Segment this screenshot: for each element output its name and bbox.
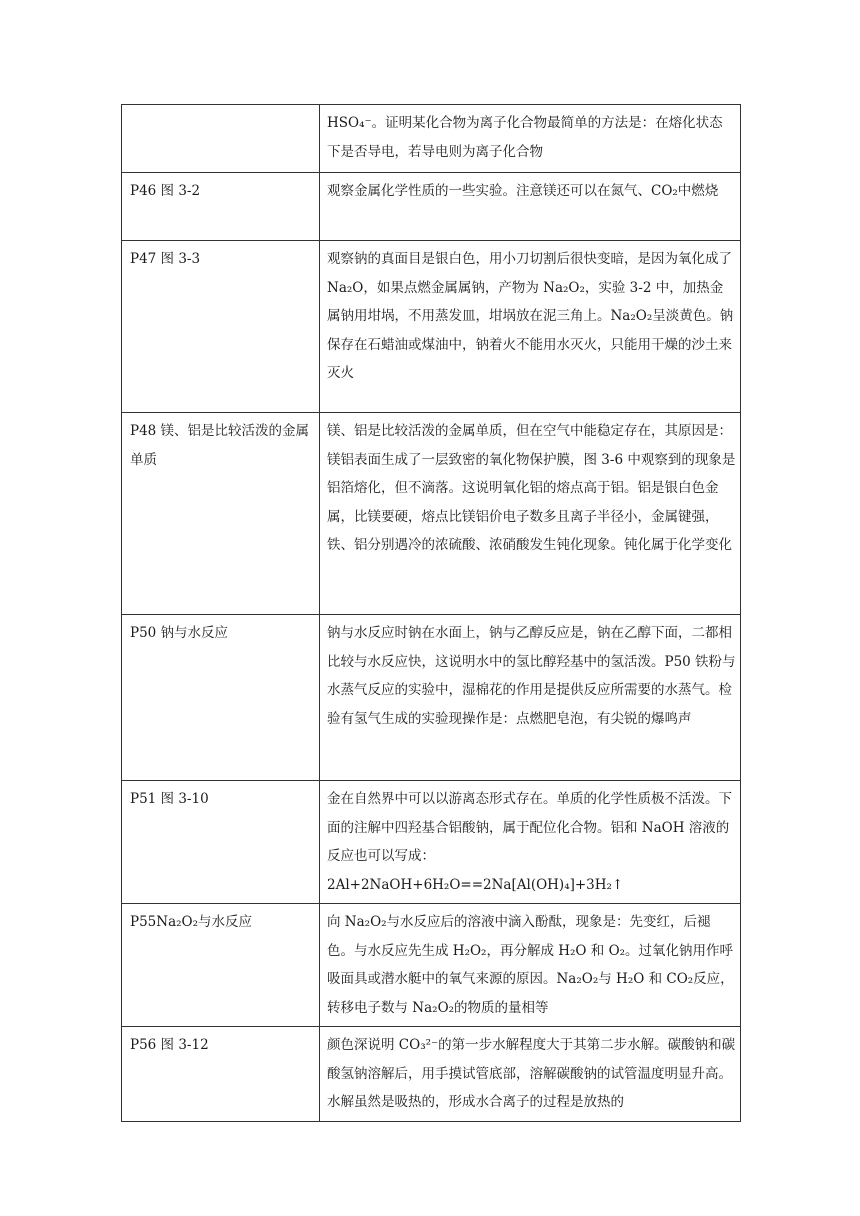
table-row	[122, 615, 741, 781]
row-content: 钠与水反应时钠在水面上，钠与乙醇反应是，钠在乙醇下面，二都相比较与水反应快，这说明水中的氢比醇羟基中的氢活泼。P50 铁粉与水蒸气反应的实验中，湿棉花的作用是提供反应所需要的水蒸气。检验有氢气生成的实验现操作是：点燃肥皂泡，有尖锐的爆鸣声	[320, 615, 741, 781]
row-label: P56 图 3-12	[122, 1027, 320, 1122]
row-content: 镁、铝是比较活泼的金属单质，但在空气中能稳定存在，其原因是：镁铝表面生成了一层致密的氧化物保护膜，图 3-6 中观察到的现象是铝箔熔化，但不滴落。这说明氧化铝的熔点高于铝。铝是银白色金属，比镁要硬，熔点比镁铝价电子数多且离子半径小，金属键强，铁、铝分别遇冷的浓硫酸、浓硝酸发生钝化现象。钝化属于化学变化	[320, 413, 741, 615]
table-row	[122, 105, 741, 173]
table-row	[122, 781, 741, 904]
table-row	[122, 173, 741, 241]
table-row	[122, 241, 741, 413]
row-label: P51 图 3-10	[122, 781, 320, 904]
table-row	[122, 1027, 741, 1122]
row-label: P50 钠与水反应	[122, 615, 320, 781]
row-label: P47 图 3-3	[122, 241, 320, 413]
row-content: 颜色深说明 CO₃²⁻的第一步水解程度大于其第二步水解。碳酸钠和碳酸氢钠溶解后，用手摸试管底部，溶解碳酸钠的试管温度明显升高。水解虽然是吸热的，形成水合离子的过程是放热的	[320, 1027, 741, 1122]
row-label	[122, 105, 320, 173]
row-content: HSO₄⁻。证明某化合物为离子化合物最简单的方法是：在熔化状态下是否导电，若导电则为离子化合物	[320, 105, 741, 173]
row-label: P55Na₂O₂与水反应	[122, 904, 320, 1027]
notes-table	[121, 104, 741, 1122]
row-label: P48 镁、铝是比较活泼的金属单质	[122, 413, 320, 615]
row-content: 观察金属化学性质的一些实验。注意镁还可以在氮气、CO₂中燃烧	[320, 173, 741, 241]
row-content: 金在自然界中可以以游离态形式存在。单质的化学性质极不活泼。下面的注解中四羟基合铝酸钠，属于配位化合物。铝和 NaOH 溶液的反应也可以写成： 2Al+2NaOH+6H₂O==2Na[Al(OH)₄]+3H₂↑	[320, 781, 741, 904]
table-row	[122, 413, 741, 615]
table-row	[122, 904, 741, 1027]
row-label: P46 图 3-2	[122, 173, 320, 241]
row-content: 向 Na₂O₂与水反应后的溶液中滴入酚酞，现象是：先变红，后褪色。与水反应先生成 H₂O₂，再分解成 H₂O 和 O₂。过氧化钠用作呼吸面具或潜水艇中的氧气来源的原因。Na₂O₂与 H₂O 和 CO₂反应，转移电子数与 Na₂O₂的物质的量相等	[320, 904, 741, 1027]
row-content: 观察钠的真面目是银白色，用小刀切割后很快变暗，是因为氧化成了 Na₂O，如果点燃金属属钠，产物为 Na₂O₂，实验 3-2 中，加热金属钠用坩埚，不用蒸发皿，坩埚放在泥三角上。Na₂O₂呈淡黄色。钠保存在石蜡油或煤油中，钠着火不能用水灭火，只能用干燥的沙土来灭火	[320, 241, 741, 413]
